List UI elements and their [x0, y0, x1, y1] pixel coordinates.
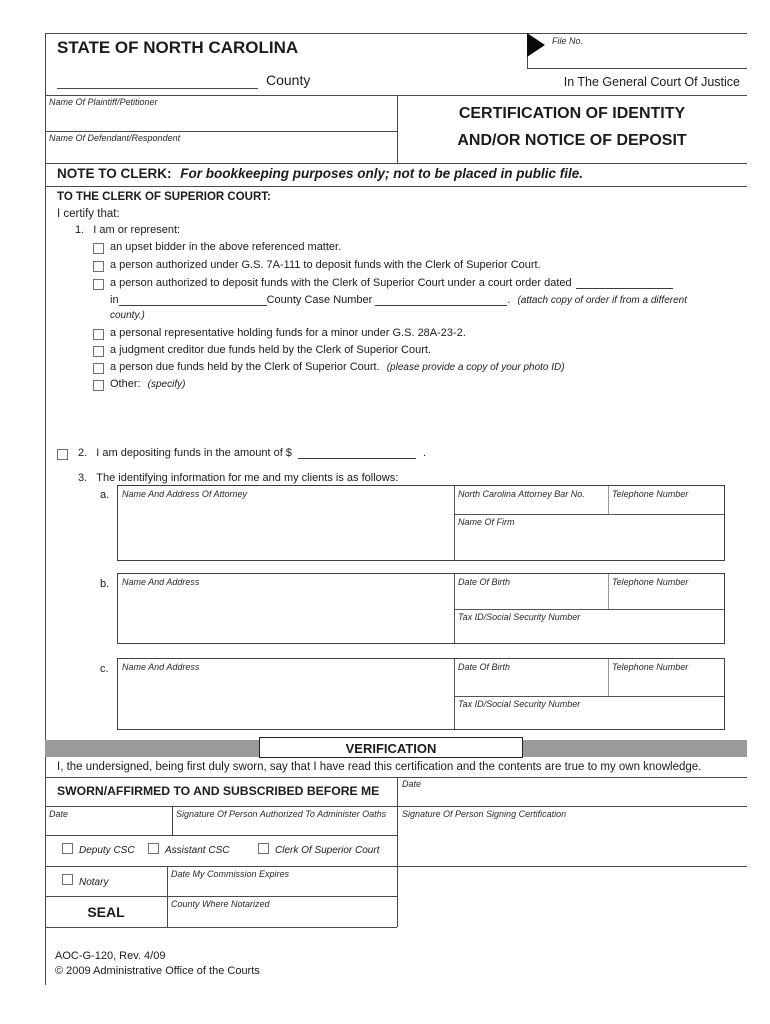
- option-court-order-line1: [110, 277, 673, 289]
- option-person-due-funds-label: a person due funds held by the Clerk of Superior Court.: [110, 361, 380, 373]
- item-3-row: [78, 472, 398, 484]
- oath-date-label: Date: [49, 809, 69, 819]
- client-b-taxid-field[interactable]: [458, 624, 722, 642]
- oath-date-field[interactable]: [49, 820, 167, 832]
- form-title-line1: CERTIFICATION OF IDENTITY: [458, 105, 686, 122]
- option-gs-7a-111-checkbox[interactable]: [93, 261, 104, 272]
- attorney-telephone-label: Telephone Number: [612, 489, 689, 499]
- item-1-label: I am or represent:: [93, 224, 181, 236]
- table-c-divider-col: [608, 659, 609, 696]
- table-c-divider-row: [454, 696, 724, 697]
- commission-expires-field[interactable]: [171, 880, 391, 894]
- form-title: [397, 100, 747, 154]
- court-order-county-blank[interactable]: [119, 294, 267, 306]
- option-other-row: [110, 378, 185, 390]
- attorney-bar-no-label: North Carolina Attorney Bar No.: [458, 489, 585, 499]
- table-b-divider-col: [608, 574, 609, 609]
- client-b-dob-field[interactable]: [458, 588, 604, 606]
- plaintiff-name-field[interactable]: [49, 108, 389, 128]
- option-gs-7a-111-label: a person authorized under G.S. 7A-111 to deposit funds with the Clerk of Superior Court.: [110, 259, 541, 271]
- option-personal-representative-checkbox[interactable]: [93, 329, 104, 340]
- clerk-superior-court-label: Clerk Of Superior Court: [275, 845, 380, 856]
- defendant-name-field[interactable]: [49, 144, 389, 160]
- footer-form-number: AOC-G-120, Rev. 4/09: [55, 950, 166, 962]
- client-b-name-label: Name And Address: [122, 577, 200, 587]
- option-judgment-creditor-label: a judgment creditor due funds held by the Clerk of Superior Court.: [110, 344, 432, 356]
- deputy-csc-checkbox[interactable]: [62, 843, 73, 854]
- certify-text: I certify that:: [57, 208, 120, 220]
- attorney-name-field[interactable]: [122, 502, 450, 557]
- footer-copyright: © 2009 Administrative Office of the Courts: [55, 965, 260, 977]
- table-a-divider-row: [454, 514, 724, 515]
- table-c-divider-main: [454, 659, 455, 729]
- county-name-blank[interactable]: [57, 88, 258, 89]
- court-label: In The General Court Of Justice: [563, 75, 740, 89]
- deposit-amount-blank[interactable]: [298, 447, 416, 459]
- assistant-csc-label: Assistant CSC: [165, 845, 230, 856]
- client-c-telephone-field[interactable]: [612, 673, 722, 693]
- page-top-border: [45, 33, 747, 34]
- option-court-order-line2: [110, 294, 687, 306]
- item-2-period: .: [423, 447, 427, 459]
- table-c-letter: c.: [100, 663, 109, 675]
- clerk-superior-court-checkbox[interactable]: [258, 843, 269, 854]
- verification-statement: I, the undersigned, being first duly sworn, say that I have read this certification and the contents are true to my own knowledge.: [57, 761, 702, 773]
- sworn-heading: SWORN/AFFIRMED TO AND SUBSCRIBED BEFORE ME: [57, 784, 380, 798]
- option-court-order-line3: county.): [110, 310, 145, 321]
- table-b-divider-row: [454, 609, 724, 610]
- option-other-specify-note: (specify): [147, 379, 186, 390]
- verification-title: VERIFICATION: [259, 737, 523, 758]
- option-judgment-creditor-checkbox[interactable]: [93, 346, 104, 357]
- county-notarized-field[interactable]: [171, 910, 391, 924]
- table-a-letter: a.: [100, 489, 110, 501]
- option-upset-bidder-label: an upset bidder in the above referenced matter.: [110, 241, 342, 253]
- header-divider-1: [45, 95, 747, 96]
- client-b-name-field[interactable]: [122, 590, 450, 640]
- option-person-due-funds-note: (please provide a copy of your photo ID): [386, 362, 565, 373]
- plaintiff-label: Name Of Plaintiff/Petitioner: [49, 97, 158, 107]
- client-c-dob-label: Date Of Birth: [458, 662, 511, 672]
- assistant-csc-checkbox[interactable]: [148, 843, 159, 854]
- item-2-number: 2.: [78, 447, 88, 459]
- signing-date-field[interactable]: [402, 790, 732, 804]
- plaintiff-defendant-divider: [45, 131, 397, 132]
- commission-expires-label: Date My Commission Expires: [171, 869, 290, 879]
- note-to-clerk-text: For bookkeeping purposes only; not to be placed in public file.: [180, 166, 584, 181]
- note-row-top-border: [45, 163, 747, 164]
- sig-certification-field[interactable]: [402, 820, 732, 860]
- court-order-date-blank[interactable]: [576, 277, 673, 289]
- item-2-row: [78, 447, 426, 459]
- item-3-number: 3.: [78, 472, 88, 484]
- note-row-bottom-border: [45, 186, 747, 187]
- firm-name-label: Name Of Firm: [458, 517, 515, 527]
- sig-certification-label: Signature Of Person Signing Certification: [402, 809, 567, 819]
- option-personal-representative-label: a personal representative holding funds for a minor under G.S. 28A-23-2.: [110, 327, 466, 339]
- seal-label: SEAL: [87, 904, 125, 920]
- client-b-taxid-label: Tax ID/Social Security Number: [458, 612, 581, 622]
- state-title: STATE OF NORTH CAROLINA: [57, 38, 299, 57]
- notary-checkbox[interactable]: [62, 874, 73, 885]
- attorney-name-label: Name And Address Of Attorney: [122, 489, 248, 499]
- sig-oaths-field[interactable]: [176, 820, 392, 832]
- sig-oaths-label: Signature Of Person Authorized To Administer Oaths: [176, 809, 387, 819]
- client-c-taxid-field[interactable]: [458, 711, 722, 727]
- sworn-row-divider-2: [45, 835, 397, 836]
- sworn-vertical-divider: [397, 777, 398, 927]
- item-3-label: The identifying information for me and my clients is as follows:: [96, 472, 399, 484]
- option-court-order-label: a person authorized to deposit funds with the Clerk of Superior Court under a court order dated: [110, 277, 572, 289]
- file-no-box-bottom-border: [527, 68, 747, 69]
- court-order-in-label: in: [110, 294, 119, 306]
- page-left-border: [45, 33, 46, 985]
- sworn-row-divider-1: [45, 806, 747, 807]
- client-c-name-field[interactable]: [122, 675, 450, 725]
- table-a-divider-col: [608, 486, 609, 514]
- client-b-telephone-label: Telephone Number: [612, 577, 689, 587]
- court-order-attach-note: (attach copy of order if from a different: [517, 295, 687, 306]
- table-b-letter: b.: [100, 578, 110, 590]
- clerk-salutation: TO THE CLERK OF SUPERIOR COURT:: [57, 191, 271, 203]
- attorney-telephone-field[interactable]: [612, 500, 722, 512]
- form-title-line2: AND/OR NOTICE OF DEPOSIT: [457, 132, 687, 149]
- item-2-checkbox[interactable]: [57, 449, 68, 460]
- item-1: [75, 224, 180, 236]
- option-court-order-checkbox[interactable]: [93, 279, 104, 290]
- attorney-bar-no-field[interactable]: [458, 500, 604, 512]
- file-no-arrow-icon: [527, 33, 545, 57]
- file-no-label: File No.: [552, 36, 584, 46]
- option-other-checkbox[interactable]: [93, 380, 104, 391]
- court-order-period: .: [507, 294, 511, 306]
- notary-label: Notary: [79, 877, 109, 888]
- client-c-name-label: Name And Address: [122, 662, 200, 672]
- client-b-dob-label: Date Of Birth: [458, 577, 511, 587]
- option-person-due-funds-checkbox[interactable]: [93, 363, 104, 374]
- table-c: [117, 658, 725, 730]
- county-label: County: [266, 72, 311, 88]
- client-c-taxid-label: Tax ID/Social Security Number: [458, 699, 581, 709]
- note-to-clerk-label: NOTE TO CLERK:: [57, 166, 172, 181]
- item-2-label: I am depositing funds in the amount of $: [96, 447, 292, 459]
- signing-date-label: Date: [402, 779, 422, 789]
- table-a: [117, 485, 725, 561]
- note-to-clerk-row: [57, 166, 583, 181]
- option-upset-bidder-checkbox[interactable]: [93, 243, 104, 254]
- table-b: [117, 573, 725, 644]
- deputy-csc-label: Deputy CSC: [79, 845, 135, 856]
- county-notarized-label: County Where Notarized: [171, 899, 270, 909]
- table-a-divider-main: [454, 486, 455, 560]
- oath-date-divider: [172, 806, 173, 835]
- client-c-telephone-label: Telephone Number: [612, 662, 689, 672]
- sworn-row-divider-4: [45, 896, 397, 897]
- sworn-row-divider-3: [45, 866, 747, 867]
- option-person-due-funds-row: [110, 361, 565, 373]
- verification-divider-top: [45, 777, 747, 778]
- court-order-case-number-blank[interactable]: [375, 294, 507, 306]
- defendant-label: Name Of Defendant/Respondent: [49, 133, 181, 143]
- firm-name-field[interactable]: [458, 529, 722, 557]
- option-other-label: Other:: [110, 378, 141, 390]
- court-order-case-label: County Case Number: [266, 294, 373, 306]
- file-no-field[interactable]: [552, 48, 742, 66]
- sworn-bottom-border: [45, 927, 397, 928]
- item-1-number: 1.: [75, 224, 85, 236]
- client-b-telephone-field[interactable]: [612, 588, 722, 606]
- client-c-dob-field[interactable]: [458, 673, 604, 693]
